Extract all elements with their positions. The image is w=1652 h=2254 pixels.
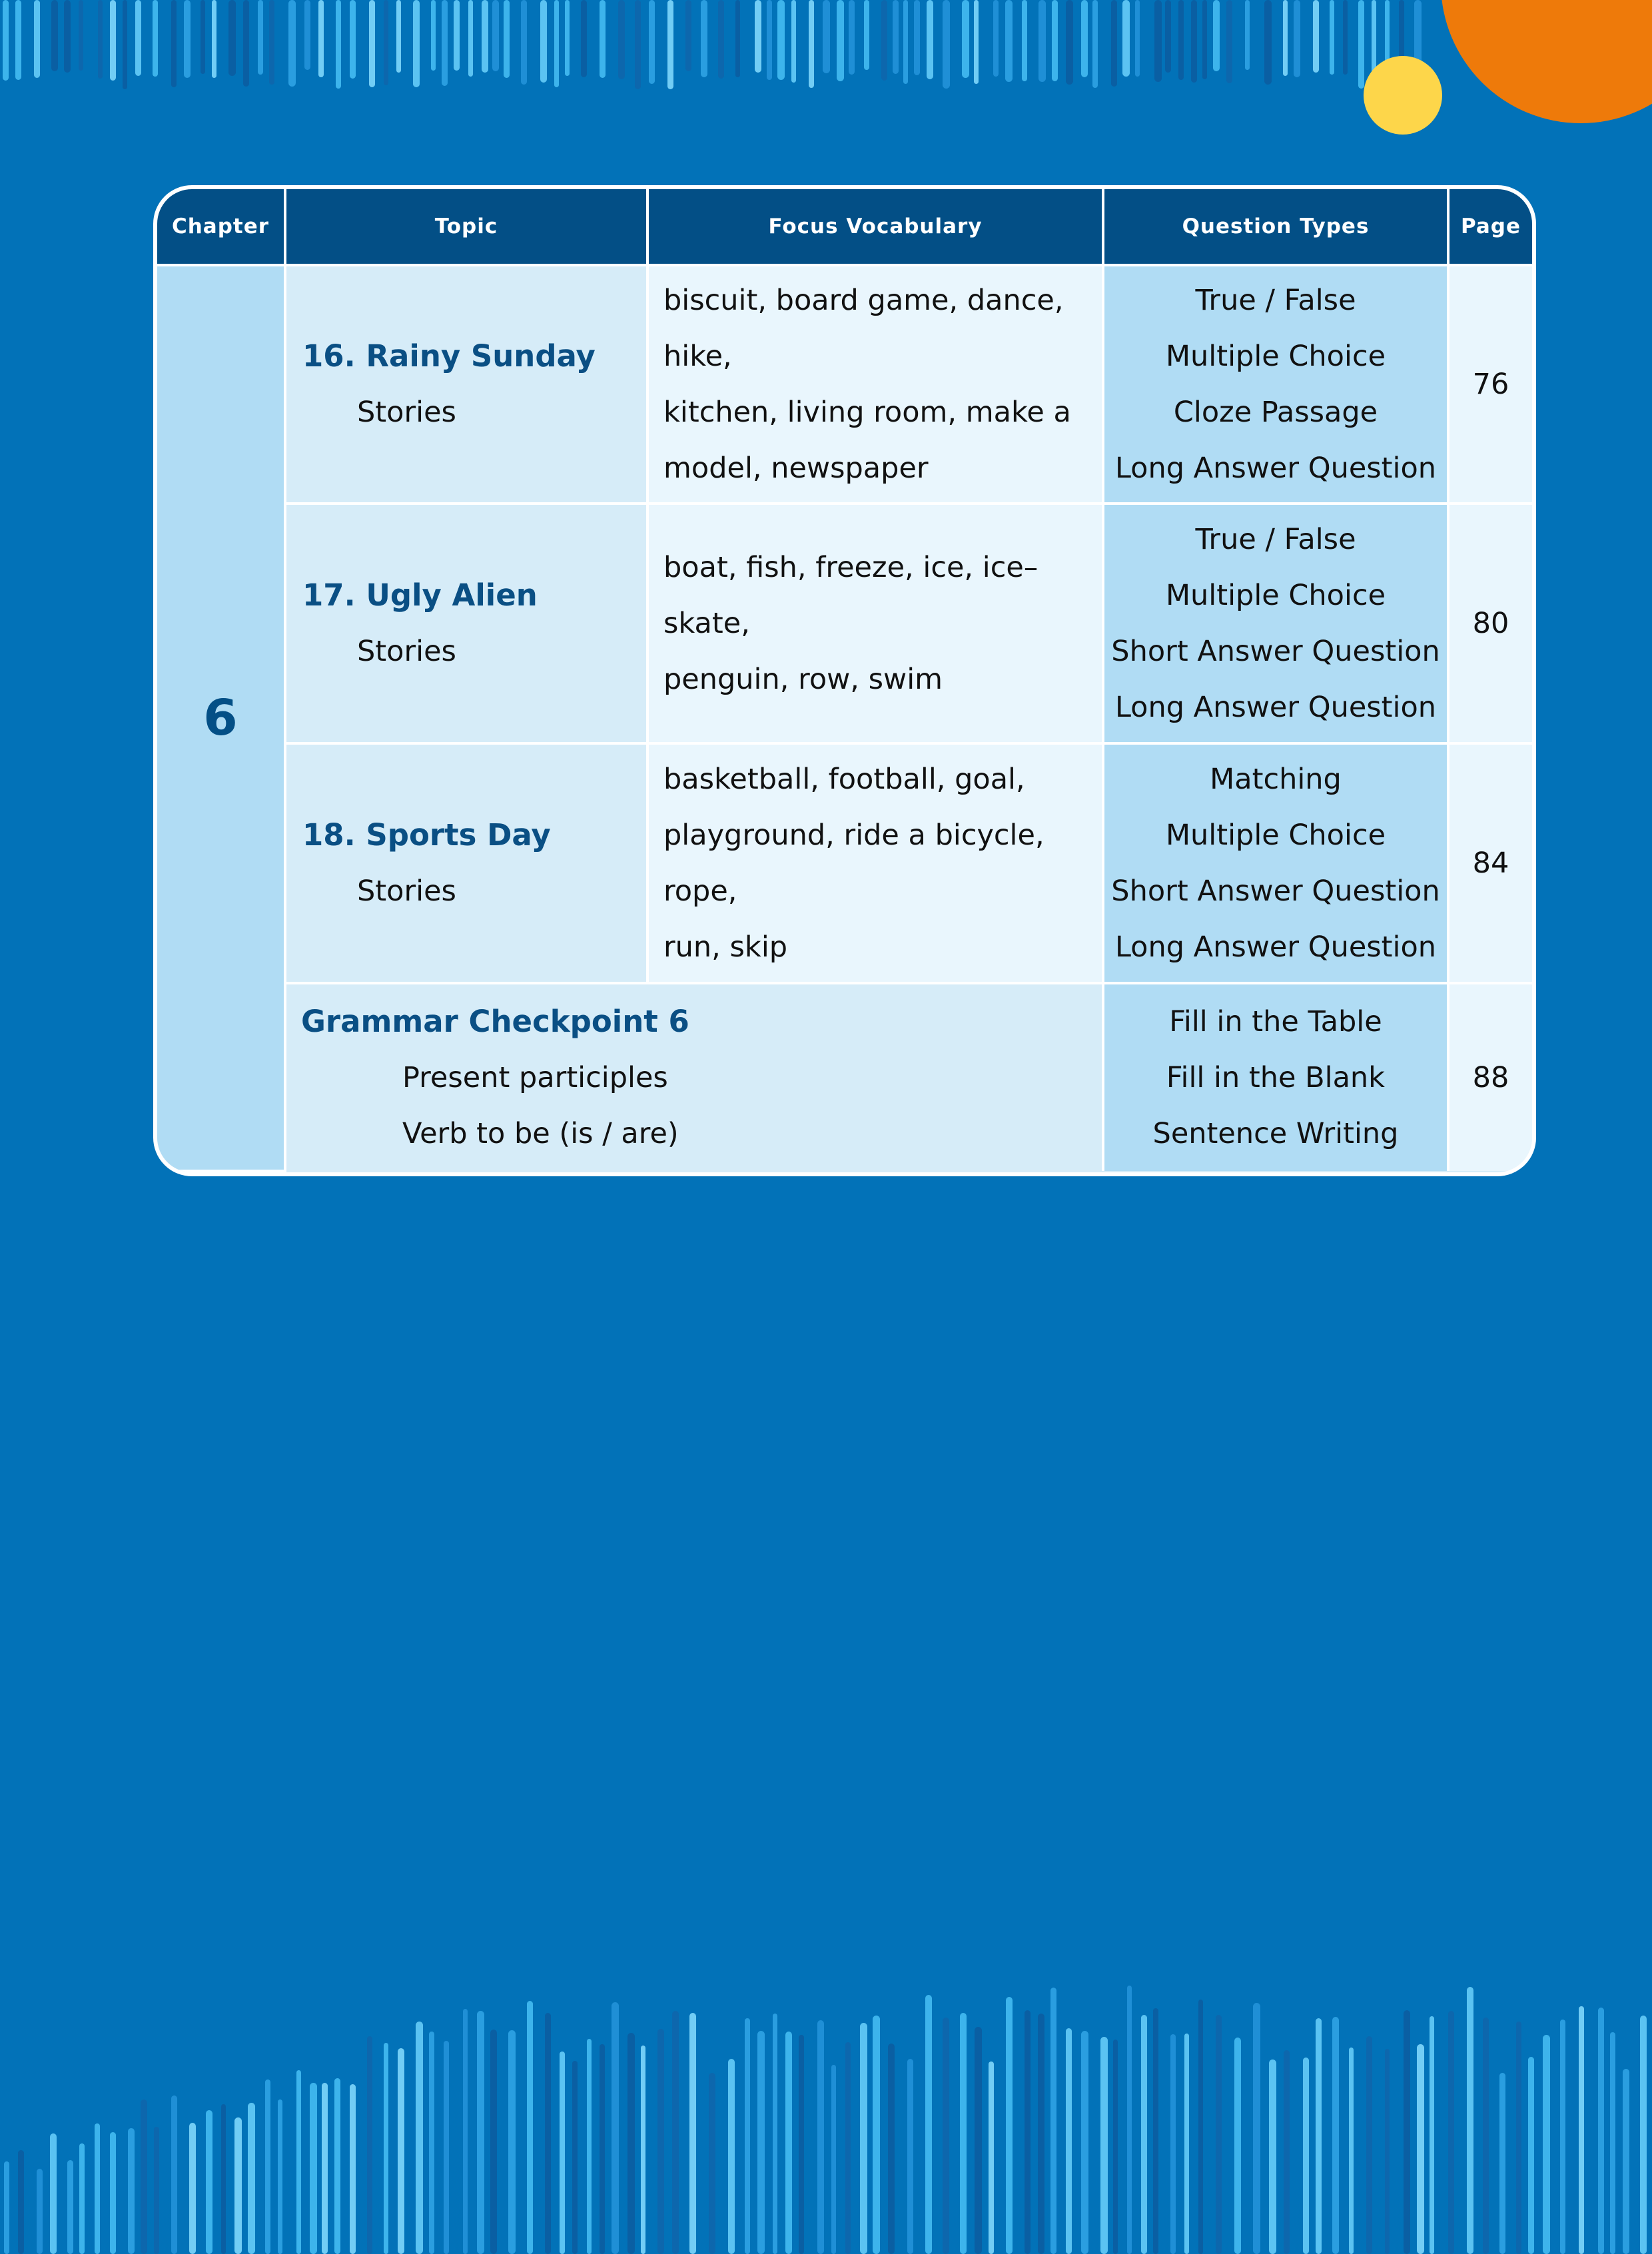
stripe xyxy=(718,0,724,79)
stripe xyxy=(206,2110,212,2254)
grammar-checkpoint-title: Grammar Checkpoint 6 xyxy=(301,1004,689,1039)
stripe xyxy=(318,0,324,77)
topic-cell xyxy=(285,265,647,504)
stripe xyxy=(384,2043,388,2254)
vocabulary-line: playground, ride a bicycle, rope, xyxy=(663,819,1044,908)
stripe xyxy=(1269,2060,1276,2254)
stripe xyxy=(845,2042,851,2254)
stripe xyxy=(1052,0,1058,81)
stripe xyxy=(221,2104,226,2254)
stripe xyxy=(141,2099,147,2254)
question-types-cell xyxy=(1103,504,1448,743)
stripe xyxy=(322,2083,328,2254)
stripe xyxy=(258,0,263,75)
stripe xyxy=(1191,0,1197,83)
stripe xyxy=(110,2132,116,2254)
stripe xyxy=(893,0,899,74)
stripe xyxy=(1543,2035,1550,2254)
stripe xyxy=(50,2133,57,2254)
stripe xyxy=(189,2123,196,2254)
vocabulary-line: boat, fish, freeze, ice, ice–skate, xyxy=(663,551,1038,640)
vocabulary-cell xyxy=(647,265,1103,504)
stripe xyxy=(310,2083,317,2254)
stripe xyxy=(943,2018,949,2254)
stripe xyxy=(212,0,216,78)
vocabulary-line: run, skip xyxy=(663,931,788,964)
stripe xyxy=(67,2160,73,2254)
stripe xyxy=(627,2033,635,2254)
stripe xyxy=(1623,2069,1629,2254)
stripe xyxy=(243,0,249,87)
stripe xyxy=(1234,2038,1241,2254)
stripe xyxy=(540,0,547,83)
stripe xyxy=(837,0,844,81)
header-page: Page xyxy=(1448,189,1532,265)
question-type: Multiple Choice xyxy=(1165,579,1386,612)
stripe xyxy=(974,0,979,84)
stripe xyxy=(960,2013,967,2254)
stripe xyxy=(18,2150,24,2254)
stripe xyxy=(1303,2058,1309,2254)
question-type: True / False xyxy=(1195,284,1356,317)
stripe xyxy=(527,2001,533,2254)
stripe xyxy=(1417,2044,1424,2254)
page-number: 80 xyxy=(1448,504,1532,743)
stripe xyxy=(336,0,341,89)
stripe xyxy=(350,2084,356,2254)
stripe xyxy=(184,0,191,78)
stripe xyxy=(1066,2028,1072,2254)
stripe xyxy=(1213,0,1220,71)
stripe xyxy=(618,0,625,79)
stripe xyxy=(1372,0,1376,73)
stripe xyxy=(1025,2010,1031,2254)
stripe xyxy=(135,0,141,76)
table-row xyxy=(157,743,1532,983)
stripe xyxy=(1528,2057,1534,2254)
stripe xyxy=(701,0,707,77)
question-types-cell xyxy=(1103,743,1448,983)
stripe xyxy=(79,2143,85,2254)
topic-subtitle: Stories xyxy=(357,635,456,668)
stripe xyxy=(304,0,310,70)
stripe xyxy=(234,2117,242,2254)
stripe xyxy=(468,0,473,77)
stripe xyxy=(508,2030,516,2254)
stripe xyxy=(925,1995,932,2254)
stripe xyxy=(1448,2011,1454,2254)
table-row xyxy=(157,504,1532,743)
stripe xyxy=(975,2027,982,2254)
grammar-checkpoint-row xyxy=(157,983,1532,1171)
vocabulary-line: model, newspaper xyxy=(663,452,929,485)
stripe xyxy=(1516,2022,1521,2254)
stripe xyxy=(657,2029,664,2254)
stripe xyxy=(1141,2015,1147,2254)
stripe xyxy=(560,2052,565,2254)
stripe xyxy=(1081,0,1088,77)
stripe xyxy=(1122,0,1130,77)
stripe xyxy=(334,2078,340,2254)
stripe xyxy=(454,0,460,71)
question-type: Sentence Writing xyxy=(1152,1117,1399,1150)
stripe xyxy=(123,0,127,89)
header-question-types: Question Types xyxy=(1103,189,1448,265)
stripe xyxy=(1050,1988,1056,2254)
page-number: 88 xyxy=(1448,983,1532,1171)
stripe xyxy=(1294,0,1300,77)
stripe xyxy=(635,0,641,89)
stripe xyxy=(1135,0,1140,77)
vocabulary-line: biscuit, board game, dance, hike, xyxy=(663,284,1064,373)
stripe xyxy=(612,2002,619,2254)
question-type: Long Answer Question xyxy=(1114,931,1437,964)
stripe xyxy=(1404,2010,1410,2254)
question-type: Multiple Choice xyxy=(1165,340,1386,373)
question-type: Matching xyxy=(1210,763,1342,796)
stripe xyxy=(1332,2017,1339,2254)
stripe xyxy=(278,2099,282,2254)
stripe xyxy=(1358,0,1364,89)
stripe xyxy=(1022,0,1027,81)
stripe xyxy=(463,2009,468,2254)
stripe xyxy=(873,2016,880,2254)
stripe xyxy=(504,0,510,78)
stripe xyxy=(4,2161,9,2254)
vocabulary-line: kitchen, living room, make a xyxy=(663,396,1071,429)
stripe xyxy=(442,0,448,86)
stripe xyxy=(767,0,772,80)
stripe xyxy=(864,0,869,70)
stripe xyxy=(823,0,830,73)
stripe xyxy=(1264,0,1272,85)
stripe xyxy=(1092,0,1098,88)
stripe xyxy=(37,2169,43,2254)
vocabulary-cell xyxy=(647,504,1103,743)
stripe xyxy=(989,2062,994,2254)
stripe xyxy=(154,2127,159,2254)
stripe xyxy=(201,0,205,74)
vocabulary-line: basketball, football, goal, xyxy=(663,763,1025,796)
stripe xyxy=(79,0,83,71)
stripe xyxy=(153,0,158,77)
stripe xyxy=(431,0,436,71)
stripe xyxy=(943,0,950,89)
stripe xyxy=(98,0,103,79)
stripe xyxy=(1165,0,1171,73)
stripe xyxy=(1111,0,1117,87)
stripe xyxy=(1113,2040,1118,2254)
stripe xyxy=(1038,0,1046,82)
stripe xyxy=(914,0,920,75)
stripe xyxy=(1483,2018,1489,2254)
stripe xyxy=(413,0,420,87)
stripe xyxy=(1640,2016,1647,2254)
stripe xyxy=(672,2011,679,2254)
stripe xyxy=(1216,2015,1222,2254)
grammar-item: Verb to be (is / are) xyxy=(402,1117,679,1150)
stripe xyxy=(95,2123,100,2254)
header-focus-vocabulary: Focus Vocabulary xyxy=(647,189,1103,265)
vocabulary-cell xyxy=(647,743,1103,983)
stripe xyxy=(521,0,527,85)
stripe xyxy=(265,2079,270,2254)
grammar-item: Present participles xyxy=(402,1061,668,1094)
stripe xyxy=(1313,0,1319,73)
yellow-circle-decoration xyxy=(1364,56,1442,135)
stripe xyxy=(689,2013,696,2254)
stripe xyxy=(477,2011,484,2254)
table-row xyxy=(157,265,1532,504)
topic-cell xyxy=(285,743,647,983)
stripe xyxy=(269,0,274,85)
stripe xyxy=(1430,2016,1434,2254)
page-number: 84 xyxy=(1448,743,1532,983)
stripe xyxy=(1005,0,1013,82)
stripe xyxy=(398,2048,404,2254)
stripe xyxy=(709,2073,715,2254)
stripe xyxy=(248,2103,255,2254)
stripe xyxy=(1153,2008,1158,2254)
stripe xyxy=(785,2032,792,2254)
stripe xyxy=(600,0,606,78)
topic-title: 17. Ugly Alien xyxy=(302,577,538,613)
orange-circle-decoration xyxy=(1441,0,1652,123)
stripe xyxy=(993,0,999,77)
stripe xyxy=(228,0,236,76)
stripe xyxy=(34,0,40,78)
stripe xyxy=(1184,2034,1189,2254)
topic-cell xyxy=(285,504,647,743)
stripe xyxy=(817,2020,824,2254)
stripe xyxy=(927,0,933,79)
stripe xyxy=(1081,2031,1088,2254)
stripe xyxy=(1066,0,1073,85)
stripe xyxy=(1198,2000,1203,2254)
stripe xyxy=(799,2035,804,2254)
stripe xyxy=(369,0,375,87)
stripe xyxy=(685,0,691,71)
stripe xyxy=(1038,2014,1044,2254)
stripe xyxy=(1127,1986,1132,2254)
stripe xyxy=(777,0,785,80)
question-type: Fill in the Blank xyxy=(1166,1061,1386,1094)
chapter-number: 6 xyxy=(157,265,285,1171)
stripe xyxy=(1245,0,1250,70)
stripe xyxy=(1579,2006,1584,2254)
stripe xyxy=(128,2128,135,2254)
question-type: True / False xyxy=(1195,523,1356,556)
stripe xyxy=(903,0,908,84)
stripe xyxy=(396,0,401,73)
stripe xyxy=(482,0,488,73)
stripe xyxy=(1226,0,1232,83)
stripe xyxy=(1385,2049,1390,2254)
stripe xyxy=(649,0,655,84)
topic-title: 18. Sports Day xyxy=(302,817,551,853)
stripe xyxy=(1284,2050,1290,2254)
topic-title: 16. Rainy Sunday xyxy=(302,338,596,374)
stripe xyxy=(1343,0,1348,75)
stripe xyxy=(745,2018,750,2254)
stripe xyxy=(110,0,116,81)
table-of-contents-card xyxy=(153,185,1536,1176)
stripe xyxy=(3,0,9,81)
stripe xyxy=(791,0,796,83)
header-topic: Topic xyxy=(285,189,647,265)
stripe xyxy=(755,0,761,73)
stripe xyxy=(831,2065,836,2254)
stripe xyxy=(1154,0,1162,82)
stripe xyxy=(1499,2073,1505,2254)
question-type: Short Answer Question xyxy=(1111,875,1440,908)
topic-subtitle: Stories xyxy=(357,396,456,429)
stripe xyxy=(907,2059,913,2254)
stripe xyxy=(171,2095,177,2254)
table-of-contents xyxy=(157,189,1532,1172)
stripe xyxy=(490,2030,497,2254)
question-types-cell xyxy=(1103,265,1448,504)
stripe xyxy=(51,0,58,71)
stripe xyxy=(350,0,356,79)
stripe xyxy=(444,2041,449,2254)
stripe xyxy=(1610,2032,1615,2254)
stripe xyxy=(849,0,855,75)
stripe xyxy=(667,0,673,89)
question-type: Cloze Passage xyxy=(1173,396,1378,429)
page-number: 76 xyxy=(1448,265,1532,504)
stripe xyxy=(809,0,814,88)
stripe xyxy=(1349,2048,1354,2254)
table-header-row xyxy=(157,189,1532,265)
bottom-stripe-decoration xyxy=(0,1970,1652,2250)
header-chapter: Chapter xyxy=(157,189,285,265)
stripe xyxy=(641,2046,645,2254)
stripe xyxy=(64,0,71,73)
stripe xyxy=(860,2023,867,2254)
vocabulary-line: penguin, row, swim xyxy=(663,663,943,696)
stripe xyxy=(888,2044,895,2254)
stripe xyxy=(1316,2018,1322,2254)
topic-subtitle: Stories xyxy=(357,875,456,908)
stripe xyxy=(1006,1997,1013,2254)
stripe xyxy=(600,2044,605,2254)
stripe xyxy=(554,0,559,87)
stripe xyxy=(384,0,388,85)
question-type: Short Answer Question xyxy=(1111,635,1440,668)
stripe xyxy=(728,2059,735,2254)
stripe xyxy=(1283,0,1288,76)
stripe xyxy=(773,2014,777,2254)
stripe xyxy=(296,2070,301,2254)
stripe xyxy=(1202,0,1207,79)
stripe xyxy=(367,2036,372,2254)
question-type: Long Answer Question xyxy=(1114,452,1437,485)
stripe xyxy=(587,2039,592,2254)
stripe xyxy=(1100,2037,1108,2254)
stripe xyxy=(735,0,740,77)
stripe xyxy=(545,2013,551,2254)
stripe xyxy=(416,2022,423,2254)
stripe xyxy=(1253,2003,1260,2254)
grammar-checkpoint-cell xyxy=(285,983,1103,1171)
question-types-cell xyxy=(1103,983,1448,1171)
question-type: Long Answer Question xyxy=(1114,691,1437,724)
stripe xyxy=(171,0,177,87)
stripe xyxy=(962,0,969,78)
stripe xyxy=(288,0,296,87)
stripe xyxy=(1467,1987,1473,2254)
stripe xyxy=(1366,2036,1372,2254)
stripe xyxy=(1178,0,1184,80)
stripe xyxy=(1598,2008,1604,2254)
stripe xyxy=(565,0,570,76)
stripe xyxy=(1560,2020,1565,2254)
stripe xyxy=(492,0,499,71)
stripe xyxy=(572,2061,578,2254)
stripe xyxy=(757,2031,765,2254)
question-type: Fill in the Table xyxy=(1169,1005,1382,1038)
question-type: Multiple Choice xyxy=(1165,819,1386,852)
stripe xyxy=(881,0,887,81)
stripe xyxy=(15,0,21,80)
stripe xyxy=(429,2032,434,2254)
stripe xyxy=(1330,0,1334,75)
stripe xyxy=(1170,2034,1176,2254)
stripe xyxy=(581,0,587,77)
